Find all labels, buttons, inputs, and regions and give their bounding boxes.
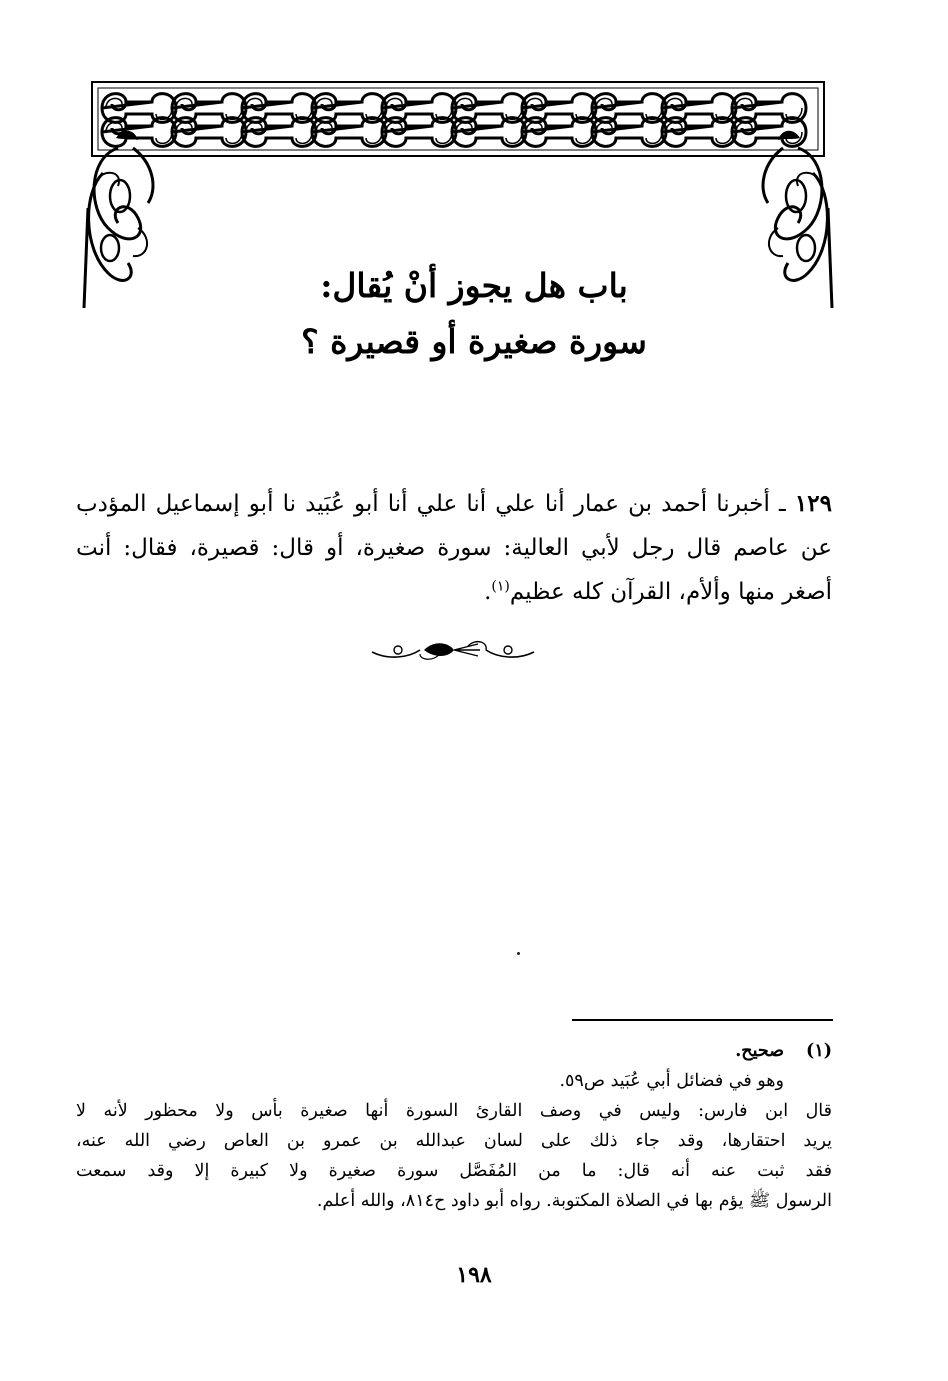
stray-ink-dot bbox=[517, 952, 520, 955]
section-divider-ornament bbox=[368, 636, 538, 664]
footnote-commentary-line: يريد احتقارها، وقد جاء ذلك على لسان عبدالله بن عمرو بن العاص رضي الله عنه، bbox=[76, 1131, 832, 1151]
hadith-text: أخبرنا أحمد بن عمار أنا علي أنا علي أنا أبو عُبَيد نا أبو إسماعيل المؤدب عن عاصم قال رجل لأبي العالية: سورة صغيرة، أو قال: قصيرة، فقال: أنت أصغر منها وألأم، القرآن كله عظيم bbox=[76, 491, 832, 605]
footnote-separator-rule bbox=[572, 1019, 833, 1021]
hadith-paragraph bbox=[76, 482, 832, 614]
footnote-grade: صحيح. bbox=[735, 1041, 785, 1061]
footnote-header bbox=[76, 1036, 832, 1066]
chapter-title bbox=[180, 258, 768, 370]
footnote-commentary-line: فقد ثبت عنه أنه قال: ما من المُفَصَّل سورة صغيرة ولا كبيرة إلا وقد سمعت bbox=[76, 1161, 832, 1181]
page-number: ١٩٨ bbox=[456, 1262, 492, 1288]
hadith-separator: ـ bbox=[769, 491, 795, 517]
footnote-source-line: وهو في فضائل أبي عُبَيد ص٥٩. bbox=[559, 1071, 784, 1091]
footnote-commentary-line: قال ابن فارس: وليس في وصف القارئ السورة أنها صغيرة بأس ولا محظور لأنه لا bbox=[76, 1101, 832, 1121]
footnote-marker: (١) bbox=[806, 1041, 832, 1061]
chapter-title-line-2: سورة صغيرة أو قصيرة ؟ bbox=[301, 322, 647, 361]
hadith-end-punctuation: . bbox=[484, 579, 492, 605]
footnotes bbox=[76, 1036, 832, 1216]
footnote-commentary-line: الرسول ﷺ يؤم بها في الصلاة المكتوبة. رواه أبو داود ح٨١٤، والله أعلم. bbox=[316, 1191, 832, 1211]
hadith-number: ١٢٩ bbox=[794, 490, 832, 517]
chapter-title-line-1: باب هل يجوز أنْ يُقال: bbox=[320, 266, 628, 305]
footnote-reference: (١) bbox=[491, 578, 510, 595]
